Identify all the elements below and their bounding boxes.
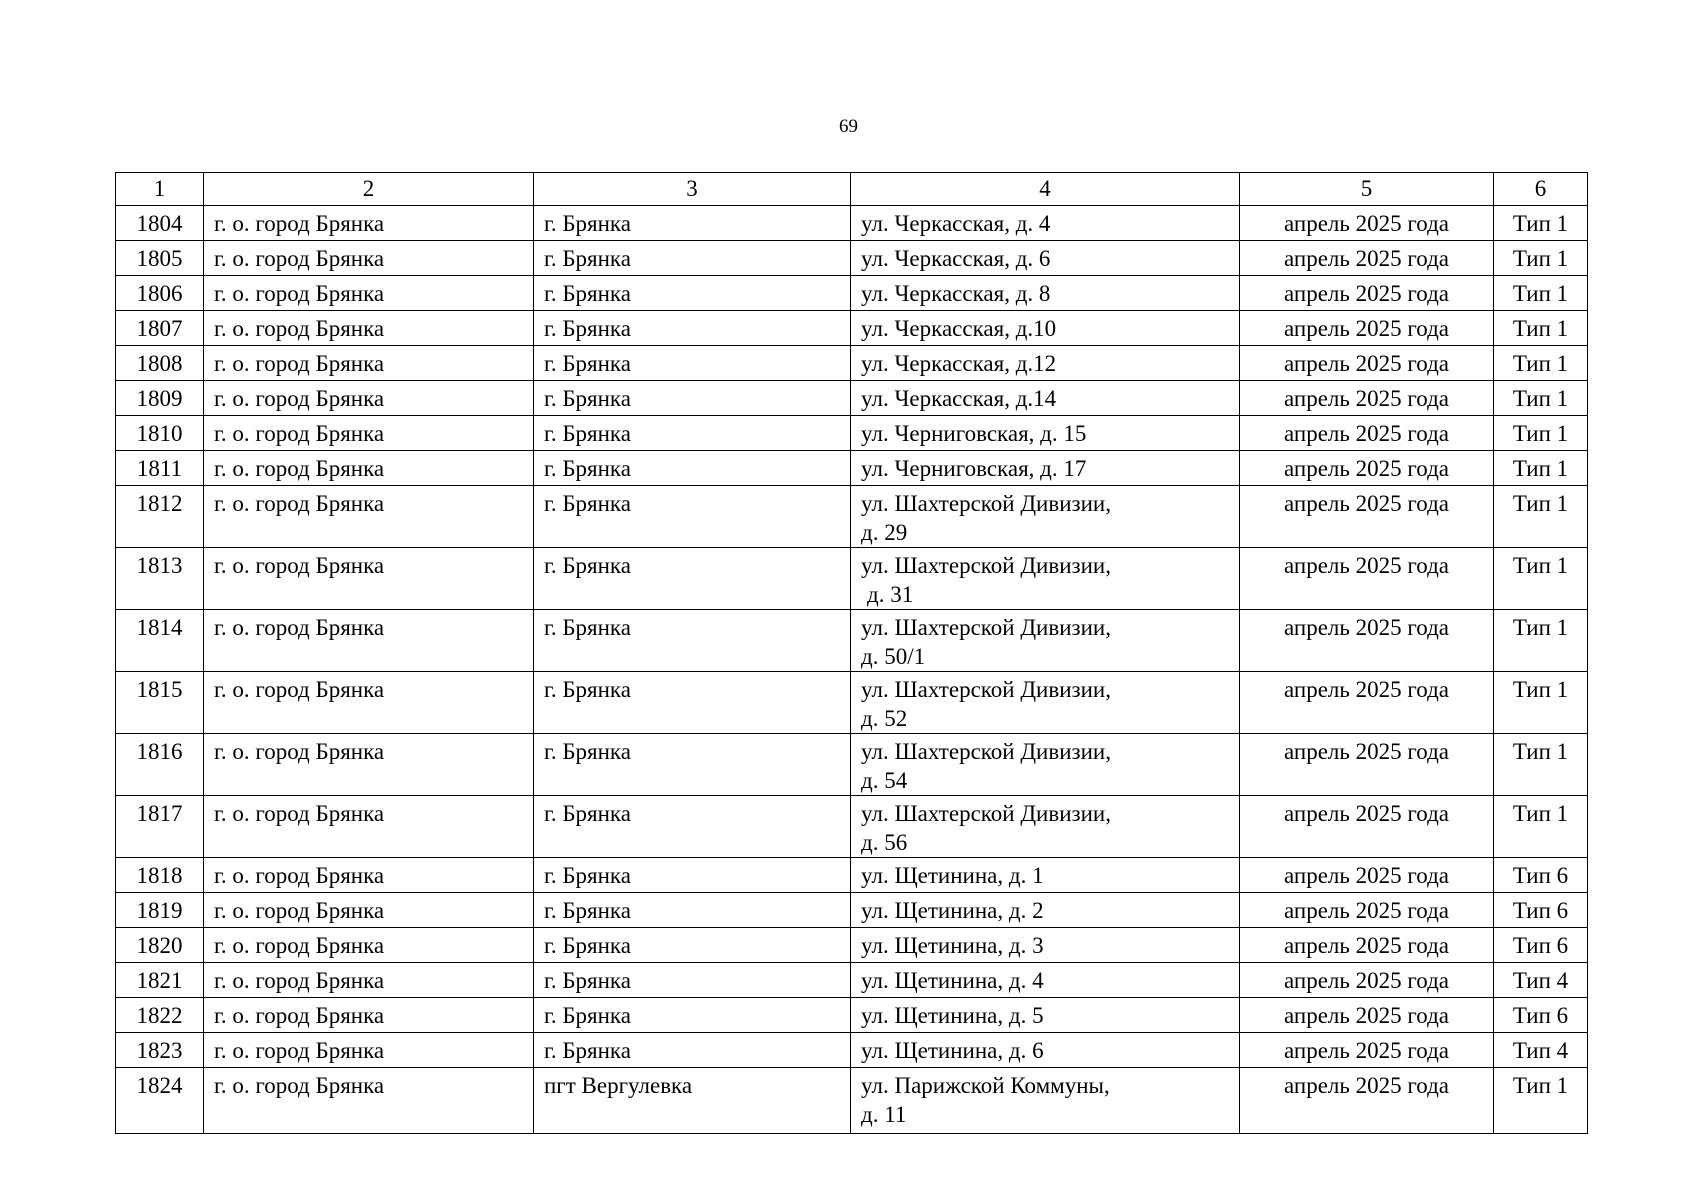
type-cell: Тип 1 <box>1494 276 1588 311</box>
type-cell: Тип 1 <box>1494 796 1588 858</box>
address-line: д. 11 <box>861 1102 907 1127</box>
settlement-cell: г. Брянка <box>534 928 851 963</box>
row-number: 1807 <box>116 311 204 346</box>
settlement-cell: г. Брянка <box>534 276 851 311</box>
address-line: ул. Шахтерской Дивизии, <box>861 553 1111 578</box>
type-cell: Тип 4 <box>1494 1033 1588 1068</box>
table-row <box>116 311 1588 346</box>
row-number: 1815 <box>116 672 204 734</box>
address-line: д. 29 <box>861 520 908 545</box>
register-table <box>115 172 1588 1134</box>
month-cell: апрель 2025 года <box>1240 963 1494 998</box>
settlement-cell: г. Брянка <box>534 998 851 1033</box>
type-cell: Тип 4 <box>1494 963 1588 998</box>
address-line: д. 52 <box>861 706 908 731</box>
month-cell: апрель 2025 года <box>1240 928 1494 963</box>
address-line: ул. Черкасская, д. 8 <box>861 281 1051 306</box>
address-cell <box>851 346 1240 381</box>
address-line: ул. Щетинина, д. 1 <box>861 863 1044 888</box>
address-cell <box>851 311 1240 346</box>
table-row <box>116 451 1588 486</box>
month-cell: апрель 2025 года <box>1240 998 1494 1033</box>
type-cell: Тип 1 <box>1494 416 1588 451</box>
row-number: 1821 <box>116 963 204 998</box>
address-line: д. 31 <box>867 582 914 607</box>
row-number: 1824 <box>116 1068 204 1134</box>
type-cell: Тип 6 <box>1494 998 1588 1033</box>
table-header-row <box>116 173 1588 206</box>
month-cell: апрель 2025 года <box>1240 276 1494 311</box>
column-header-district: 2 <box>204 173 534 206</box>
address-cell <box>851 1068 1240 1134</box>
address-line: ул. Парижской Коммуны, <box>861 1073 1110 1098</box>
table-row <box>116 241 1588 276</box>
address-cell <box>851 206 1240 241</box>
month-cell: апрель 2025 года <box>1240 486 1494 548</box>
address-line: ул. Щетинина, д. 5 <box>861 1003 1044 1028</box>
address-line: ул. Черниговская, д. 15 <box>861 421 1087 446</box>
settlement-cell: г. Брянка <box>534 381 851 416</box>
type-cell: Тип 1 <box>1494 241 1588 276</box>
address-cell <box>851 1033 1240 1068</box>
district-cell: г. о. город Брянка <box>204 451 534 486</box>
type-cell: Тип 1 <box>1494 451 1588 486</box>
column-header-settlement: 3 <box>534 173 851 206</box>
month-cell: апрель 2025 года <box>1240 734 1494 796</box>
month-cell: апрель 2025 года <box>1240 416 1494 451</box>
row-number: 1809 <box>116 381 204 416</box>
type-cell: Тип 1 <box>1494 1068 1588 1134</box>
settlement-cell: г. Брянка <box>534 206 851 241</box>
district-cell: г. о. город Брянка <box>204 486 534 548</box>
address-line: ул. Черкасская, д.10 <box>861 316 1057 341</box>
table-row <box>116 796 1588 858</box>
column-header-type: 6 <box>1494 173 1588 206</box>
row-number: 1804 <box>116 206 204 241</box>
row-number: 1822 <box>116 998 204 1033</box>
district-cell: г. о. город Брянка <box>204 1068 534 1134</box>
address-cell <box>851 276 1240 311</box>
address-cell <box>851 734 1240 796</box>
address-line: д. 50/1 <box>861 644 926 669</box>
district-cell: г. о. город Брянка <box>204 548 534 610</box>
month-cell: апрель 2025 года <box>1240 241 1494 276</box>
row-number: 1818 <box>116 858 204 893</box>
page-number: 69 <box>839 116 858 137</box>
table-body <box>116 173 1588 1134</box>
district-cell: г. о. город Брянка <box>204 893 534 928</box>
settlement-cell: г. Брянка <box>534 241 851 276</box>
month-cell: апрель 2025 года <box>1240 1068 1494 1134</box>
row-number: 1817 <box>116 796 204 858</box>
type-cell: Тип 1 <box>1494 381 1588 416</box>
address-line: ул. Черкасская, д.14 <box>861 386 1057 411</box>
address-line: ул. Щетинина, д. 4 <box>861 968 1044 993</box>
table-row <box>116 381 1588 416</box>
address-line: ул. Черниговская, д. 17 <box>861 456 1087 481</box>
district-cell: г. о. город Брянка <box>204 206 534 241</box>
table-row <box>116 548 1588 610</box>
district-cell: г. о. город Брянка <box>204 381 534 416</box>
month-cell: апрель 2025 года <box>1240 672 1494 734</box>
month-cell: апрель 2025 года <box>1240 893 1494 928</box>
district-cell: г. о. город Брянка <box>204 610 534 672</box>
address-line: ул. Щетинина, д. 6 <box>861 1038 1044 1063</box>
table-row <box>116 416 1588 451</box>
row-number: 1814 <box>116 610 204 672</box>
column-header-month: 5 <box>1240 173 1494 206</box>
district-cell: г. о. город Брянка <box>204 346 534 381</box>
address-cell <box>851 416 1240 451</box>
month-cell: апрель 2025 года <box>1240 451 1494 486</box>
district-cell: г. о. город Брянка <box>204 963 534 998</box>
table-row <box>116 928 1588 963</box>
type-cell: Тип 6 <box>1494 858 1588 893</box>
row-number: 1812 <box>116 486 204 548</box>
address-cell <box>851 241 1240 276</box>
table-row <box>116 1068 1588 1134</box>
district-cell: г. о. город Брянка <box>204 241 534 276</box>
address-cell <box>851 381 1240 416</box>
row-number: 1805 <box>116 241 204 276</box>
address-line: ул. Черкасская, д.12 <box>861 351 1057 376</box>
settlement-cell: г. Брянка <box>534 548 851 610</box>
district-cell: г. о. город Брянка <box>204 311 534 346</box>
settlement-cell: г. Брянка <box>534 734 851 796</box>
type-cell: Тип 1 <box>1494 346 1588 381</box>
month-cell: апрель 2025 года <box>1240 796 1494 858</box>
month-cell: апрель 2025 года <box>1240 548 1494 610</box>
address-line: ул. Щетинина, д. 2 <box>861 898 1044 923</box>
address-cell <box>851 548 1240 610</box>
settlement-cell: г. Брянка <box>534 963 851 998</box>
month-cell: апрель 2025 года <box>1240 206 1494 241</box>
district-cell: г. о. город Брянка <box>204 416 534 451</box>
table-row <box>116 276 1588 311</box>
settlement-cell: г. Брянка <box>534 311 851 346</box>
address-line: д. 56 <box>861 830 908 855</box>
settlement-cell: г. Брянка <box>534 416 851 451</box>
address-line: д. 54 <box>861 768 908 793</box>
district-cell: г. о. город Брянка <box>204 1033 534 1068</box>
column-header-address: 4 <box>851 173 1240 206</box>
district-cell: г. о. город Брянка <box>204 734 534 796</box>
row-number: 1823 <box>116 1033 204 1068</box>
row-number: 1819 <box>116 893 204 928</box>
address-line: ул. Щетинина, д. 3 <box>861 933 1044 958</box>
settlement-cell: г. Брянка <box>534 672 851 734</box>
table-row <box>116 998 1588 1033</box>
address-cell <box>851 963 1240 998</box>
settlement-cell: г. Брянка <box>534 893 851 928</box>
month-cell: апрель 2025 года <box>1240 346 1494 381</box>
address-cell <box>851 486 1240 548</box>
table-row <box>116 346 1588 381</box>
district-cell: г. о. город Брянка <box>204 928 534 963</box>
settlement-cell: г. Брянка <box>534 451 851 486</box>
type-cell: Тип 1 <box>1494 734 1588 796</box>
address-cell <box>851 928 1240 963</box>
address-line: ул. Шахтерской Дивизии, <box>861 491 1111 516</box>
table-row <box>116 963 1588 998</box>
table-row <box>116 486 1588 548</box>
address-cell <box>851 796 1240 858</box>
month-cell: апрель 2025 года <box>1240 1033 1494 1068</box>
address-line: ул. Шахтерской Дивизии, <box>861 801 1111 826</box>
address-cell <box>851 672 1240 734</box>
table-row <box>116 610 1588 672</box>
table-row <box>116 734 1588 796</box>
row-number: 1806 <box>116 276 204 311</box>
district-cell: г. о. город Брянка <box>204 858 534 893</box>
table-row <box>116 206 1588 241</box>
settlement-cell: г. Брянка <box>534 346 851 381</box>
address-line: ул. Черкасская, д. 4 <box>861 211 1051 236</box>
row-number: 1820 <box>116 928 204 963</box>
district-cell: г. о. город Брянка <box>204 998 534 1033</box>
table-row <box>116 893 1588 928</box>
address-line: ул. Черкасская, д. 6 <box>861 246 1051 271</box>
address-cell <box>851 858 1240 893</box>
row-number: 1810 <box>116 416 204 451</box>
address-cell <box>851 451 1240 486</box>
address-line: ул. Шахтерской Дивизии, <box>861 677 1111 702</box>
address-cell <box>851 893 1240 928</box>
address-line: ул. Шахтерской Дивизии, <box>861 739 1111 764</box>
month-cell: апрель 2025 года <box>1240 858 1494 893</box>
settlement-cell: г. Брянка <box>534 610 851 672</box>
district-cell: г. о. город Брянка <box>204 796 534 858</box>
table-row <box>116 1033 1588 1068</box>
district-cell: г. о. город Брянка <box>204 276 534 311</box>
column-header-number: 1 <box>116 173 204 206</box>
row-number: 1808 <box>116 346 204 381</box>
type-cell: Тип 1 <box>1494 486 1588 548</box>
type-cell: Тип 6 <box>1494 928 1588 963</box>
month-cell: апрель 2025 года <box>1240 381 1494 416</box>
row-number: 1813 <box>116 548 204 610</box>
settlement-cell: г. Брянка <box>534 858 851 893</box>
month-cell: апрель 2025 года <box>1240 610 1494 672</box>
settlement-cell: г. Брянка <box>534 486 851 548</box>
district-cell: г. о. город Брянка <box>204 672 534 734</box>
type-cell: Тип 6 <box>1494 893 1588 928</box>
row-number: 1816 <box>116 734 204 796</box>
type-cell: Тип 1 <box>1494 610 1588 672</box>
settlement-cell: г. Брянка <box>534 796 851 858</box>
type-cell: Тип 1 <box>1494 311 1588 346</box>
type-cell: Тип 1 <box>1494 206 1588 241</box>
table-row <box>116 672 1588 734</box>
address-line: ул. Шахтерской Дивизии, <box>861 615 1111 640</box>
address-cell <box>851 610 1240 672</box>
month-cell: апрель 2025 года <box>1240 311 1494 346</box>
table-row <box>116 858 1588 893</box>
settlement-cell: пгт Вергулевка <box>534 1068 851 1134</box>
type-cell: Тип 1 <box>1494 672 1588 734</box>
address-cell <box>851 998 1240 1033</box>
settlement-cell: г. Брянка <box>534 1033 851 1068</box>
type-cell: Тип 1 <box>1494 548 1588 610</box>
row-number: 1811 <box>116 451 204 486</box>
